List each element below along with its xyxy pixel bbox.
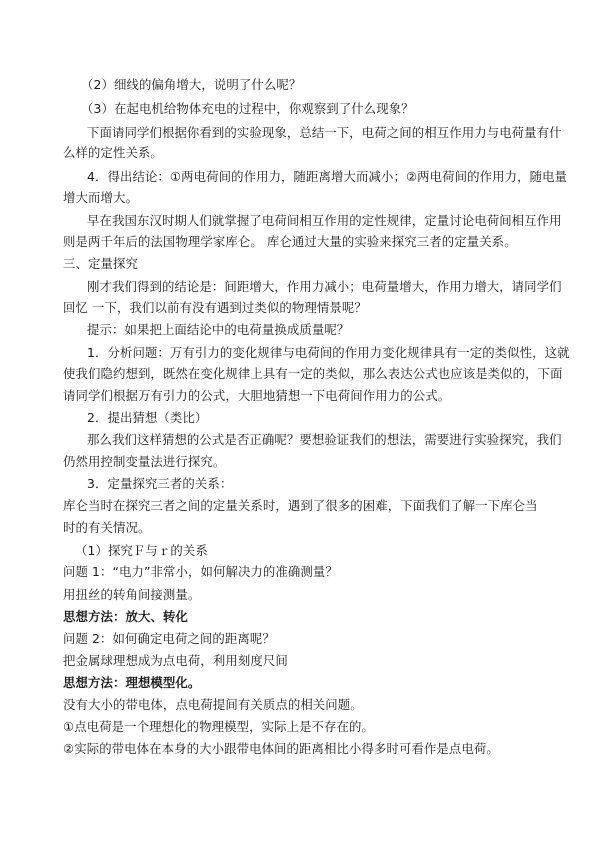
text-line: 下面请同学们根据你看到的实验现象，总结一下，电荷之间的相互作用力与电荷量有什 xyxy=(87,125,562,140)
text-line: 仍然用控制变量法进行探究。 xyxy=(63,454,226,469)
text-line: 请同学们根据万有引力的公式，大胆地猜想一下电荷间作用力的公式。 xyxy=(63,388,451,403)
text-line: 时的有关情况。 xyxy=(63,520,151,535)
text-line: 那么我们这样猜想的公式是否正确呢？要想验证我们的想法，需要进行实验探究，我们 xyxy=(87,432,562,447)
text-line: 把金属球理想成为点电荷，利用刻度尺间 xyxy=(63,653,288,668)
text-line: 问题 2：如何确定电荷之间的距离呢？ xyxy=(63,631,275,646)
text-line: 库仑当时在探究三者之间的定量关系时，遇到了很多的困难，下面我们了解一下库仑当 xyxy=(63,498,538,513)
method-label: 思想方法：放大、转化 xyxy=(63,609,188,624)
text-line: 2．提出猜想（类比） xyxy=(87,410,208,425)
text-line: 1．分析问题：万有引力的变化规律与电荷间的作用力变化规律具有一定的类似性，这就 xyxy=(87,345,570,360)
text-line: 则是两千年后的法国物理学家库仑。 库仑通过大量的实验来探究三者的定量关系。 xyxy=(63,234,517,249)
text-line: ①点电荷是一个理想化的物理模型，实际上是不存在的。 xyxy=(63,719,374,734)
text-line: 4．得出结论：①两电荷间的作用力，随距离增大而减小；②两电荷间的作用力，随电量 xyxy=(87,169,568,184)
text-line: 用扭丝的转角间接测量。 xyxy=(63,587,201,602)
text-line: 问题 1：“电力”非常小，如何解决力的准确测量？ xyxy=(63,564,338,579)
method-label: 思想方法：理想模型化。 xyxy=(63,675,201,690)
text-line: 早在我国东汉时期人们就掌握了电荷间相互作用的定性规律，定量讨论电荷间相互作用 xyxy=(87,213,562,228)
text-line: 增大而增大。 xyxy=(63,190,138,205)
text-line: 刚才我们得到的结论是：间距增大，作用力减小；电荷量增大，作用力增大，请同学们 xyxy=(87,279,562,294)
text-line: （3）在起电机给物体充电的过程中，你观察到了什么现象？ xyxy=(81,101,414,116)
text-line: 没有大小的带电体，点电荷提间有关质点的相关问题。 xyxy=(63,697,363,712)
text-line: （2）细线的偏角增大，说明了什么呢？ xyxy=(81,77,302,92)
text-line: 提示：如果把上面结论中的电荷量换成质量呢？ xyxy=(87,322,350,337)
text-line: 回忆 一下，我们以前有没有遇到过类似的物理情景呢？ xyxy=(63,300,367,315)
text-line: ②实际的带电体在本身的大小跟带电体间的距离相比小得多时可看作是点电荷。 xyxy=(63,741,499,756)
text-line: 3．定量探究三者的关系： xyxy=(87,476,233,491)
section-heading: 三、定量探究 xyxy=(63,256,138,271)
text-line: 使我们隐约想到，既然在变化规律上具有一定的类似，那么表达公式也应该是类似的，下面 xyxy=(63,366,563,381)
text-line: （1）探究Ｆ与ｒ的关系 xyxy=(75,543,208,558)
text-line: 么样的定性关系。 xyxy=(63,145,163,160)
